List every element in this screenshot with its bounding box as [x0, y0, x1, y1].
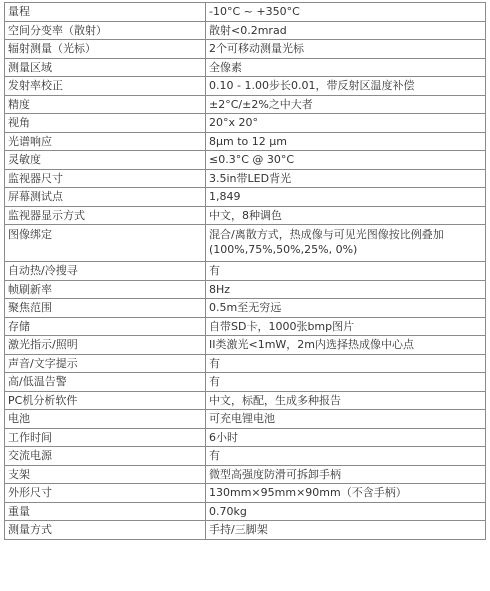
- table-row: [5, 188, 486, 207]
- row-label: 工作时间: [5, 428, 206, 447]
- table-row: [5, 428, 486, 447]
- row-label: 精度: [5, 95, 206, 114]
- row-value: 有: [206, 447, 486, 466]
- row-value: 1,849: [206, 188, 486, 207]
- row-value: 中文，8种调色: [206, 206, 486, 225]
- table-row: [5, 58, 486, 77]
- table-row: [5, 280, 486, 299]
- table-row: [5, 40, 486, 59]
- row-label: 量程: [5, 3, 206, 22]
- row-value: 6小时: [206, 428, 486, 447]
- table-row: [5, 373, 486, 392]
- row-value: 8μm to 12 μm: [206, 132, 486, 151]
- row-value: 散射<0.2mrad: [206, 21, 486, 40]
- row-value: 8Hz: [206, 280, 486, 299]
- table-row: [5, 3, 486, 22]
- row-value: 有: [206, 373, 486, 392]
- row-label: 支架: [5, 465, 206, 484]
- row-label: 屏幕测试点: [5, 188, 206, 207]
- row-label: 声音/文字提示: [5, 354, 206, 373]
- row-label: 存储: [5, 317, 206, 336]
- row-value: -10°C ~ +350°C: [206, 3, 486, 22]
- table-row: [5, 77, 486, 96]
- table-row: [5, 151, 486, 170]
- table-row: [5, 354, 486, 373]
- row-label: 帧刷新率: [5, 280, 206, 299]
- table-row: [5, 317, 486, 336]
- row-value: 130mm×95mm×90mm（不含手柄）: [206, 484, 486, 503]
- table-row: [5, 299, 486, 318]
- row-value: 微型高强度防滑可拆卸手柄: [206, 465, 486, 484]
- row-value: II类激光<1mW，2m内选择热成像中心点: [206, 336, 486, 355]
- row-label: 聚焦范围: [5, 299, 206, 318]
- row-label: 视角: [5, 114, 206, 133]
- row-value: 20°x 20°: [206, 114, 486, 133]
- table-row: [5, 502, 486, 521]
- row-value: 有: [206, 262, 486, 281]
- row-value: 2个可移动测量光标: [206, 40, 486, 59]
- row-value: 0.70kg: [206, 502, 486, 521]
- table-row: [5, 336, 486, 355]
- table-row: [5, 225, 486, 262]
- row-label: 光谱响应: [5, 132, 206, 151]
- row-value: ±2°C/±2%之中大者: [206, 95, 486, 114]
- row-label: 交流电源: [5, 447, 206, 466]
- row-label: 监视器尺寸: [5, 169, 206, 188]
- row-label: 监视器显示方式: [5, 206, 206, 225]
- row-label: 测量区域: [5, 58, 206, 77]
- row-value: 自带SD卡，1000张bmp图片: [206, 317, 486, 336]
- row-value: 手持/三脚架: [206, 521, 486, 540]
- spec-table: [4, 2, 486, 540]
- row-label: 自动热/冷搜寻: [5, 262, 206, 281]
- table-row: [5, 391, 486, 410]
- table-row: [5, 206, 486, 225]
- row-value: ≤0.3°C @ 30°C: [206, 151, 486, 170]
- row-label: 高/低温告警: [5, 373, 206, 392]
- row-label: 辐射测量（光标）: [5, 40, 206, 59]
- table-row: [5, 114, 486, 133]
- table-row: [5, 262, 486, 281]
- table-row: [5, 447, 486, 466]
- row-label: 空间分变率（散射）: [5, 21, 206, 40]
- row-label: 外形尺寸: [5, 484, 206, 503]
- table-row: [5, 21, 486, 40]
- table-row: [5, 484, 486, 503]
- row-label: PC机分析软件: [5, 391, 206, 410]
- row-label: 灵敏度: [5, 151, 206, 170]
- row-value: 有: [206, 354, 486, 373]
- table-row: [5, 410, 486, 429]
- table-row: [5, 521, 486, 540]
- row-value: 混合/离散方式，热成像与可见光图像按比例叠加 (100%,75%,50%,25%, 0%): [206, 225, 486, 262]
- row-value: 0.5m至无穷远: [206, 299, 486, 318]
- row-label: 电池: [5, 410, 206, 429]
- row-label: 发射率校正: [5, 77, 206, 96]
- row-label: 测量方式: [5, 521, 206, 540]
- row-label: 重量: [5, 502, 206, 521]
- table-row: [5, 465, 486, 484]
- spec-table-body: [5, 3, 486, 540]
- row-label: 激光指示/照明: [5, 336, 206, 355]
- table-row: [5, 95, 486, 114]
- row-value: 3.5in带LED背光: [206, 169, 486, 188]
- row-label: 图像绑定: [5, 225, 206, 262]
- row-value: 0.10 - 1.00步长0.01，带反射区温度补偿: [206, 77, 486, 96]
- row-value: 全像素: [206, 58, 486, 77]
- table-row: [5, 132, 486, 151]
- row-value: 可充电锂电池: [206, 410, 486, 429]
- row-value: 中文，标配，生成多种报告: [206, 391, 486, 410]
- table-row: [5, 169, 486, 188]
